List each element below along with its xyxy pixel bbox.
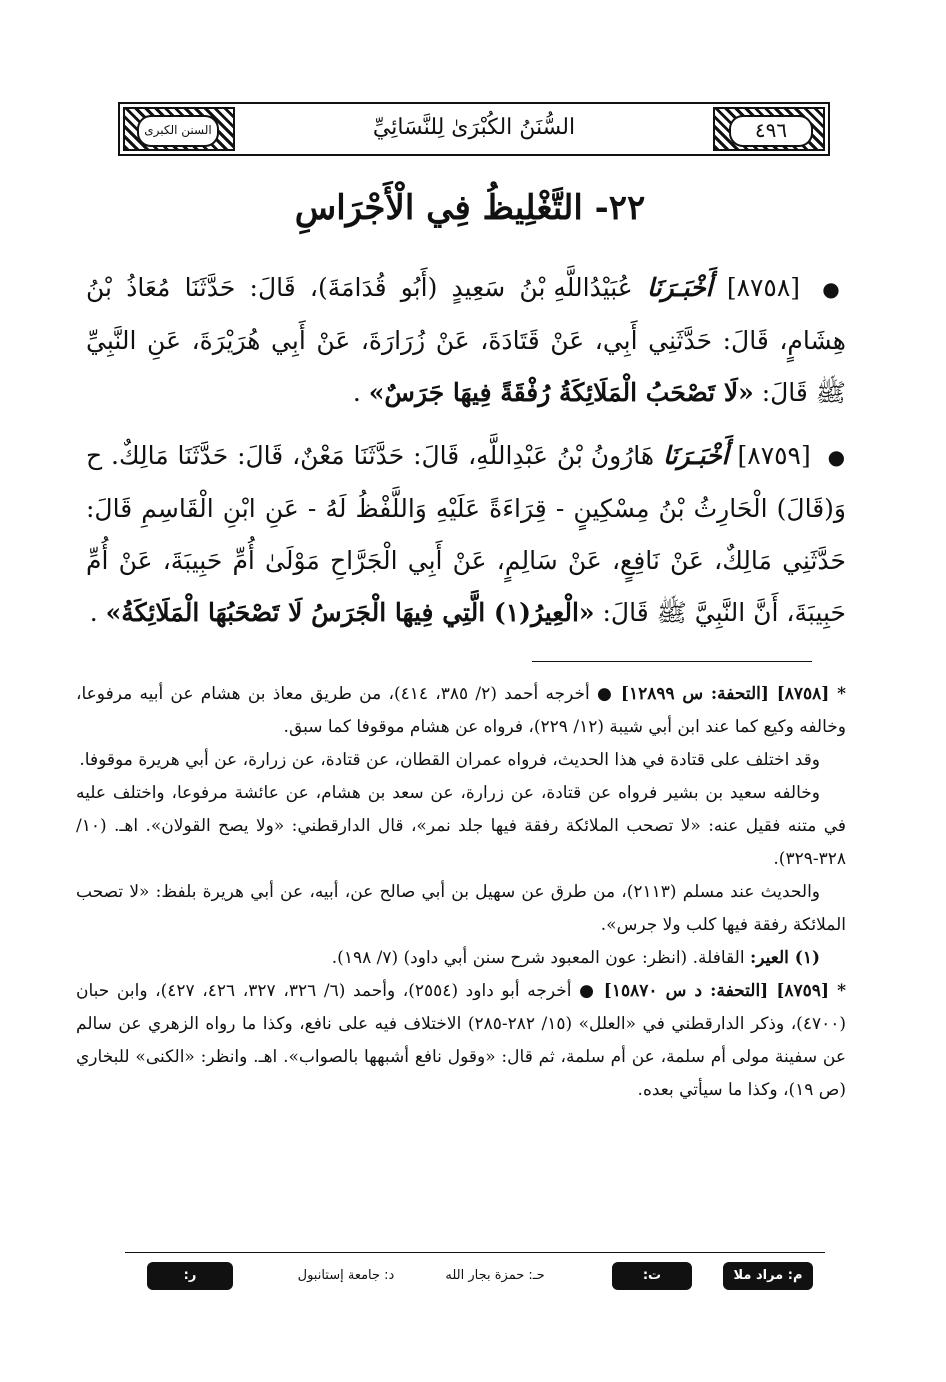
sigla-m-badge: م: مراد ملا — [723, 1262, 813, 1290]
section-heading: ٢٢- التَّغْلِيظُ فِي الْأَجْرَاسِ — [294, 188, 646, 228]
book-seal-logo: السنن الكبرى — [137, 115, 219, 147]
header-ornament-left — [123, 107, 235, 151]
notes-8758 — [76, 678, 846, 1107]
hadith-8759 — [86, 430, 846, 639]
hadith-text: هَارُونُ بْنُ عَبْدِاللَّهِ، قَالَ: حَدَّثَنَا مَعْنٌ، قَالَ: حَدَّثَنَا مَالِكٌ. ح وَ(قَالَ) الْحَارِثُ بْنُ مِسْكِينٍ - قِرَاءَةً عَلَيْهِ وَاللَّفْظُ لَهُ - عَنِ ابْنِ الْقَاسِمِ قَالَ: حَدَّثَنِي مَالِكٌ، عَنْ نَافِعٍ، عَنْ سَالِمٍ، عَنْ أَبِي الْجَرَّاحِ مَوْلَىٰ أُمِّ حَبِيبَةَ، عَنْ أُمِّ حَبِيبَةَ، أَنَّ النَّبِيَّ ﷺ قَالَ: — [86, 441, 846, 627]
footnote-text: القافلة. (انظر: عون المعبود شرح سنن أبي داود) (٧/ ١٩٨). — [331, 948, 745, 968]
bullet-icon: ● — [822, 277, 846, 301]
hadith-number: [٨٧٥٨] — [726, 273, 801, 302]
note-paragraph: وخالفه سعيد بن بشير فرواه عن قتادة، عن زرارة، عن سعد بن هشام، عن عائشة مرفوعا، واختلف عليه في متنه فقيل عنه: «لا تصحب الملائكة رفقة فيها جلد نمر»، قال الدارقطني: «ولا يصح القولان». اهـ. (١٠/ ٣٢٨-٣٢٩). — [76, 783, 846, 869]
sigla-r-badge: ر: الظاهرية — [147, 1262, 233, 1290]
hadith-quote: «لَا تَصْحَبُ الْمَلَائِكَةُ رُفْقَةً فِيهَا جَرَسٌ» — [368, 378, 754, 407]
hadith-lead: أَخْبَـرَنَا — [646, 273, 713, 302]
hadith-end: . — [352, 378, 361, 407]
hadith-lead: أَخْبَـرَنَا — [662, 441, 729, 470]
hadith-end: . — [89, 598, 98, 627]
note-paragraph: والحديث عند مسلم (٢١١٣)، من طرق عن سهيل بن أبي صالح عن، أبيه، عن أبي هريرة بلفظ: «لا تصحب الملائكة رفقة فيها كلب ولا جرس». — [76, 882, 846, 935]
sigla-h-text: حـ: حمزة بجار الله — [445, 1268, 545, 1283]
hadith-8758 — [86, 262, 846, 419]
note-paragraph: وقد اختلف على قتادة في هذا الحديث، فرواه عمران القطان، عن قتادة، عن زرارة، عن أبي هريرة موقوفا. — [79, 750, 820, 770]
footnote-label: (١) العير: — [749, 948, 820, 968]
footer-divider — [125, 1252, 825, 1253]
page-header — [118, 102, 830, 156]
sigla-d-text: د: جامعة إستانبول — [297, 1268, 395, 1283]
header-ornament-right — [713, 107, 825, 151]
sigla-t-badge: ت: تطوان — [612, 1262, 692, 1290]
hadith-number: [٨٧٥٩] — [737, 441, 811, 470]
bullet-icon: ● — [827, 445, 846, 469]
manuscript-footer — [125, 1262, 825, 1311]
notes-divider — [532, 661, 812, 662]
book-title: السُّنَنُ الكُبْرَىٰ لِلنَّسَائِيِّ — [372, 115, 576, 140]
note-head: * [٨٧٥٩] [التحفة: د س ١٥٨٧٠] — [603, 981, 847, 1001]
hadith-text: عُبَيْدُاللَّهِ بْنُ سَعِيدٍ (أَبُو قُدَامَةَ)، قَالَ: حَدَّثَنَا مُعَاذُ بْنُ هِشَامٍ، قَالَ: حَدَّثَنِي أَبِي، عَنْ قَتَادَةَ، عَنْ زُرَارَةَ، عَنْ أَبِي هُرَيْرَةَ، عَنِ النَّبِيِّ ﷺ قَالَ: — [86, 273, 846, 407]
note-text: ● أخرجه أبو داود (٢٥٥٤)، وأحمد (٦/ ٣٢٦، ٣٢٧، ٤٢٦، ٤٢٧)، وابن حبان (٤٧٠٠)، وذكر الدارقطني في «العلل» (١٥/ ٢٨٢-٢٨٥) الاختلاف فيه على نافع، وكذا ما رواه الزهري عن سالم عن سفينة مولى أم سلمة، عن أم سلمة، ثم قال: «وقول نافع أشبهها بالصواب». اهـ. وانظر: «الكنى» للبخاري (ص ١٩)، وكذا ما سيأتي بعده. — [76, 981, 846, 1100]
note-head: * [٨٧٥٨] [التحفة: س ١٢٨٩٩] — [620, 684, 847, 704]
note-text: ● أخرجه أحمد (٢/ ٣٨٥، ٤١٤)، من طريق معاذ بن هشام عن أبيه مرفوعا، وخالفه وكيع كما عند ابن أبي شيبة (١٢/ ٢٢٩)، فرواه عن هشام موقوفا كما سبق. — [76, 684, 846, 737]
page-number: ٤٩٦ — [729, 115, 813, 147]
hadith-quote: «الْعِيرُ(١) الَّتِي فِيهَا الْجَرَسُ لَا تَصْحَبُهَا الْمَلَائِكَةُ» — [105, 598, 595, 627]
